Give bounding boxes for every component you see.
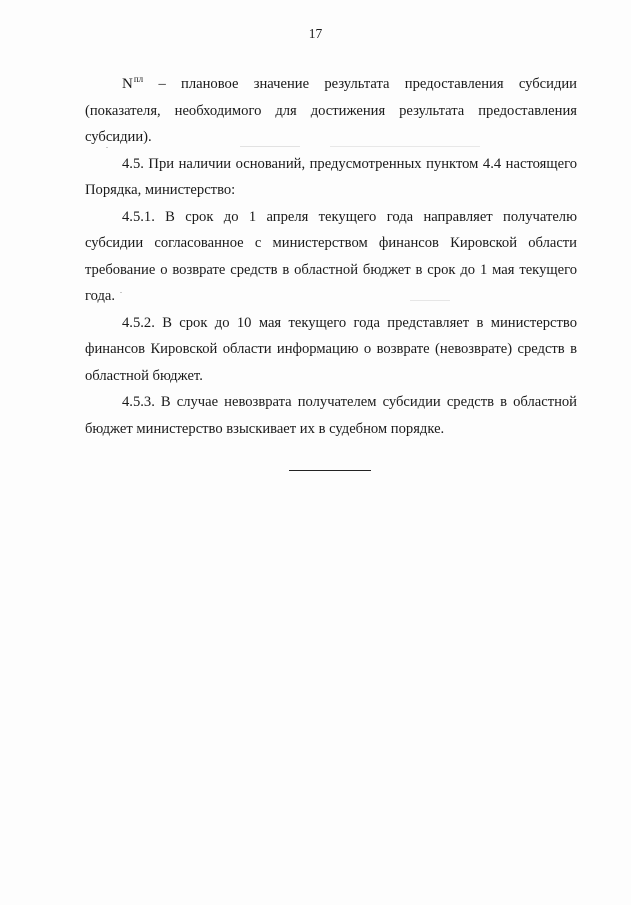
paragraph-4-5-1: 4.5.1. В срок до 1 апреля текущего года направляет получателю субсидии согласованное с министерством финансов Кировской области требование о возврате средств в областной бюджет в срок до 1 мая текущего года.: [85, 208, 577, 304]
scan-speck: [330, 146, 480, 147]
paragraph-4-5: 4.5. При наличии оснований, предусмотренных пунктом 4.4 настоящего Порядка, министерство:: [85, 155, 577, 198]
npl-symbol: N: [122, 76, 133, 92]
paragraph-4-5-3: 4.5.3. В случае невозврата получателем субсидии средств в областной бюджет министерство взыскивает их в судебном порядке.: [85, 394, 577, 437]
scan-speck: [120, 292, 122, 293]
page-number: 17: [308, 26, 323, 41]
npl-definition-paragraph: [85, 66, 577, 151]
npl-definition-text: – плановое значение результата предоставления субсидии (показателя, необходимого для достижения результата предоставления субсидии).: [85, 76, 577, 145]
document-body: [85, 66, 577, 442]
scan-speck: [106, 147, 108, 148]
npl-superscript: пл: [133, 74, 144, 84]
paragraph-4-5-2: 4.5.2. В срок до 10 мая текущего года представляет в министерство финансов Кировской области информацию о возврате (невозврате) средств в областной бюджет.: [85, 314, 577, 384]
end-of-document-rule: [289, 470, 371, 471]
scan-speck: [410, 300, 450, 301]
scan-speck: [240, 146, 300, 147]
